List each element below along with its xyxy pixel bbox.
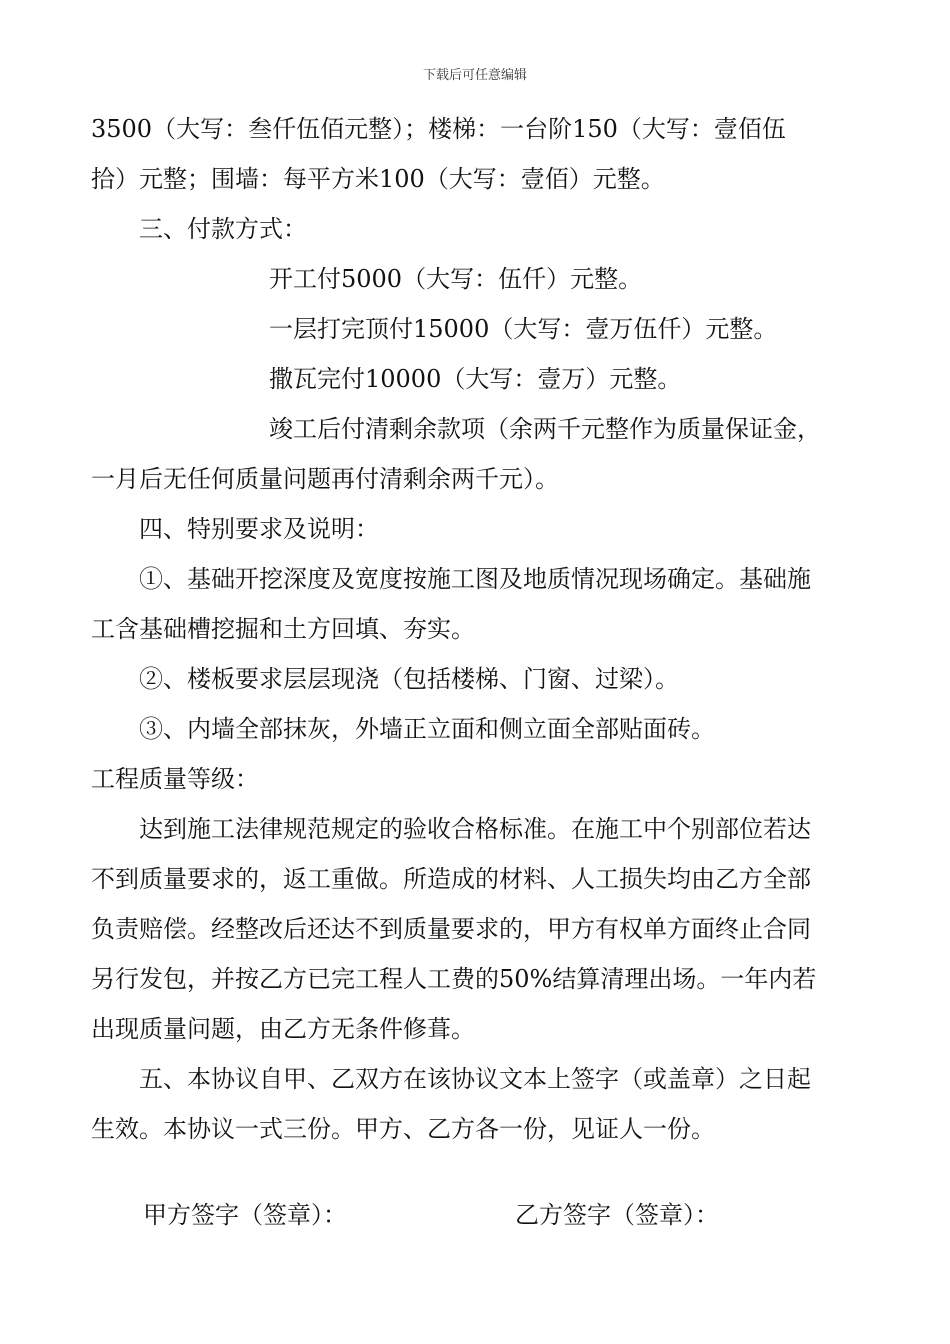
text-line: 不到质量要求的，返工重做。所造成的材料、人工损失均由乙方全部: [91, 865, 811, 893]
text-line: 出现质量问题，由乙方无条件修葺。: [91, 1015, 475, 1043]
requirement-item: ②、楼板要求层层现浇（包括楼梯、门窗、过梁）。: [139, 665, 679, 693]
quality-paragraph: 达到施工法律规范规定的验收合格标准。在施工中个别部位若达: [139, 815, 811, 843]
text-line: 一月后无任何质量问题再付清剩余两千元）。: [91, 465, 559, 493]
text-line: 3500（大写：叁仟伍佰元整）；楼梯：一台阶150（大写：壹佰伍: [91, 115, 786, 143]
section-heading-quality: 工程质量等级：: [91, 765, 259, 793]
section-heading-requirements: 四、特别要求及说明：: [139, 515, 379, 543]
payment-item: 撒瓦完付10000（大写：壹万）元整。: [269, 365, 682, 393]
text-line: 生效。本协议一式三份。甲方、乙方各一份，见证人一份。: [91, 1115, 715, 1143]
payment-item: 一层打完顶付15000（大写：壹万伍仟）元整。: [269, 315, 778, 343]
document-body: [91, 104, 861, 1154]
payment-item: 开工付5000（大写：伍仟）元整。: [269, 265, 643, 293]
requirement-item: ③、内墙全部抹灰，外墙正立面和侧立面全部贴面砖。: [139, 715, 715, 743]
requirement-item: ①、基础开挖深度及宽度按施工图及地质情况现场确定。基础施: [139, 565, 811, 593]
text-line: 拾）元整；围墙：每平方米100（大写：壹佰）元整。: [91, 165, 665, 193]
text-line: 另行发包，并按乙方已完工程人工费的50%结算清理出场。一年内若: [91, 965, 817, 993]
text-line: 负责赔偿。经整改后还达不到质量要求的，甲方有权单方面终止合同: [91, 915, 811, 943]
payment-item: 竣工后付清剩余款项（余两千元整作为质量保证金，: [269, 415, 821, 443]
party-a-signature: 甲方签字（签章）：: [143, 1201, 347, 1229]
section-heading-effect: 五、本协议自甲、乙双方在该协议文本上签字（或盖章）之日起: [139, 1065, 811, 1093]
page-header: 下载后可任意编辑: [422, 68, 527, 83]
text-line: 工含基础槽挖掘和土方回填、夯实。: [91, 615, 475, 643]
party-b-signature: 乙方签字（签章）：: [515, 1201, 719, 1229]
section-heading-payment: 三、付款方式：: [139, 215, 307, 243]
